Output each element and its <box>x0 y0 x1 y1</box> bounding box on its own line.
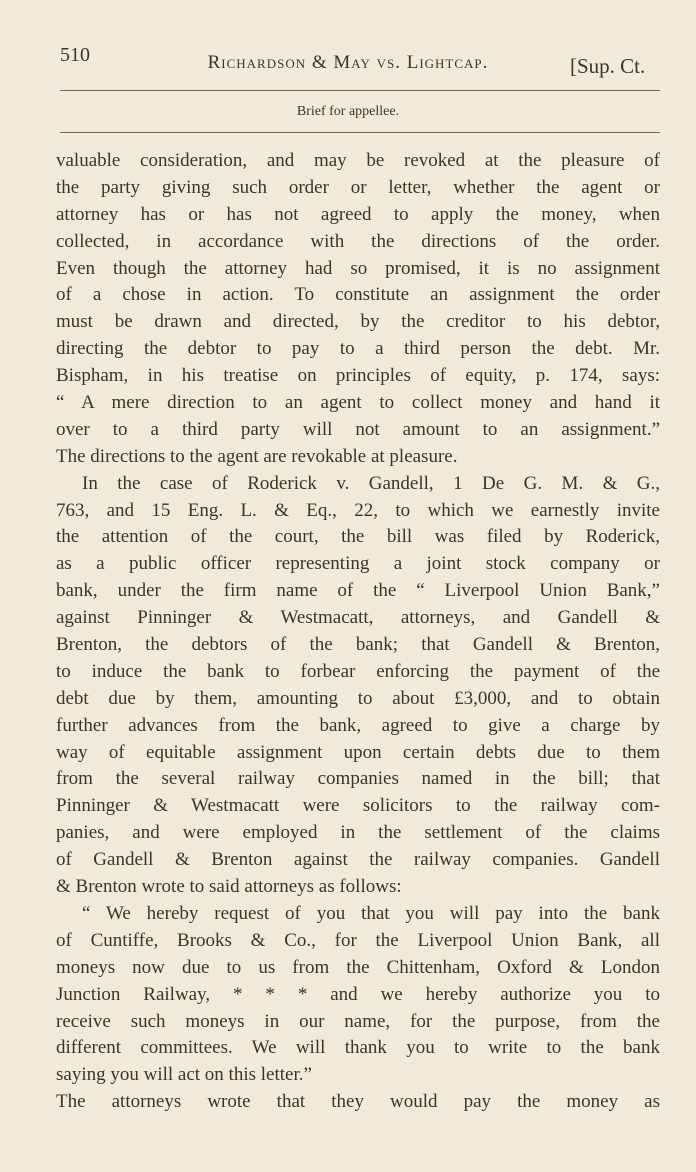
header-rule <box>60 90 660 91</box>
text-line: “ A mere direction to an agent to collect money and hand it <box>56 392 660 414</box>
text-line: & Brenton wrote to said attorneys as follows: <box>56 876 402 898</box>
text-line: collected, in accordance with the directions of the order. <box>56 230 660 252</box>
text-line: attorney has or has not agreed to apply the money, when <box>56 203 660 225</box>
text-line: to induce the bank to forbear enforcing the payment of the <box>56 660 660 682</box>
text-line: from the several railway companies named in the bill; that <box>56 768 660 790</box>
text-line: directing the debtor to pay to a third person the debt. Mr. <box>56 338 660 360</box>
text-line: Pinninger & Westmacatt were solicitors to the railway com- <box>56 795 660 817</box>
text-line: 763, and 15 Eng. L. & Eq., 22, to which we earnestly invite <box>56 499 660 521</box>
text-line: over to a third party will not amount to an assignment.” <box>56 418 660 440</box>
text-line: of Gandell & Brenton against the railway companies. Gandell <box>56 849 660 871</box>
page-header <box>0 40 696 80</box>
text-line: Brenton, the debtors of the bank; that Gandell & Brenton, <box>56 634 660 656</box>
text-line: the attention of the court, the bill was filed by Roderick, <box>56 526 660 548</box>
text-line: valuable consideration, and may be revoked at the pleasure of <box>56 150 660 171</box>
text-line: In the case of Roderick v. Gandell, 1 De G. M. & G., <box>82 472 660 494</box>
running-title: Richardson & May vs. Lightcap. <box>207 52 489 73</box>
text-line: Even though the attorney had so promised, it is no assignment <box>56 257 660 279</box>
text-line: moneys now due to us from the Chittenham, Oxford & London <box>56 956 660 978</box>
text-line: Junction Railway, * * * and we hereby authorize you to <box>56 983 660 1005</box>
text-line: way of equitable assignment upon certain debts due to them <box>56 741 660 763</box>
text-line: debt due by them, amounting to about £3,000, and to obtain <box>56 687 660 709</box>
text-line: of a chose in action. To constitute an assignment the order <box>56 284 660 306</box>
text-line: The attorneys wrote that they would pay the money as <box>56 1091 660 1113</box>
text-line: Bispham, in his treatise on principles of equity, p. 174, says: <box>56 365 660 387</box>
body-text <box>56 148 660 1116</box>
text-line: must be drawn and directed, by the creditor to his debtor, <box>56 311 660 333</box>
section-subheading: Brief for appellee. <box>296 104 400 119</box>
subheading-rule <box>60 132 660 133</box>
text-line: panies, and were employed in the settlement of the claims <box>56 822 660 844</box>
court-label: [Sup. Ct. <box>570 54 646 78</box>
text-line: against Pinninger & Westmacatt, attorneys, and Gandell & <box>56 607 660 629</box>
text-line: different committees. We will thank you to write to the bank <box>56 1037 660 1059</box>
text-line: of Cuntiffe, Brooks & Co., for the Liverpool Union Bank, all <box>56 929 660 951</box>
text-line: bank, under the firm name of the “ Liverpool Union Bank,” <box>56 580 660 602</box>
text-line: the party giving such order or letter, whether the agent or <box>56 176 660 198</box>
text-line: “ We hereby request of you that you will pay into the bank <box>82 902 660 924</box>
text-line: receive such moneys in our name, for the purpose, from the <box>56 1010 660 1032</box>
text-line: as a public officer representing a joint stock company or <box>56 553 660 575</box>
text-line: further advances from the bank, agreed to give a charge by <box>56 714 660 736</box>
page-number: 510 <box>60 44 90 66</box>
text-line: The directions to the agent are revokable at pleasure. <box>56 445 458 467</box>
text-line: saying you will act on this letter.” <box>56 1064 312 1086</box>
